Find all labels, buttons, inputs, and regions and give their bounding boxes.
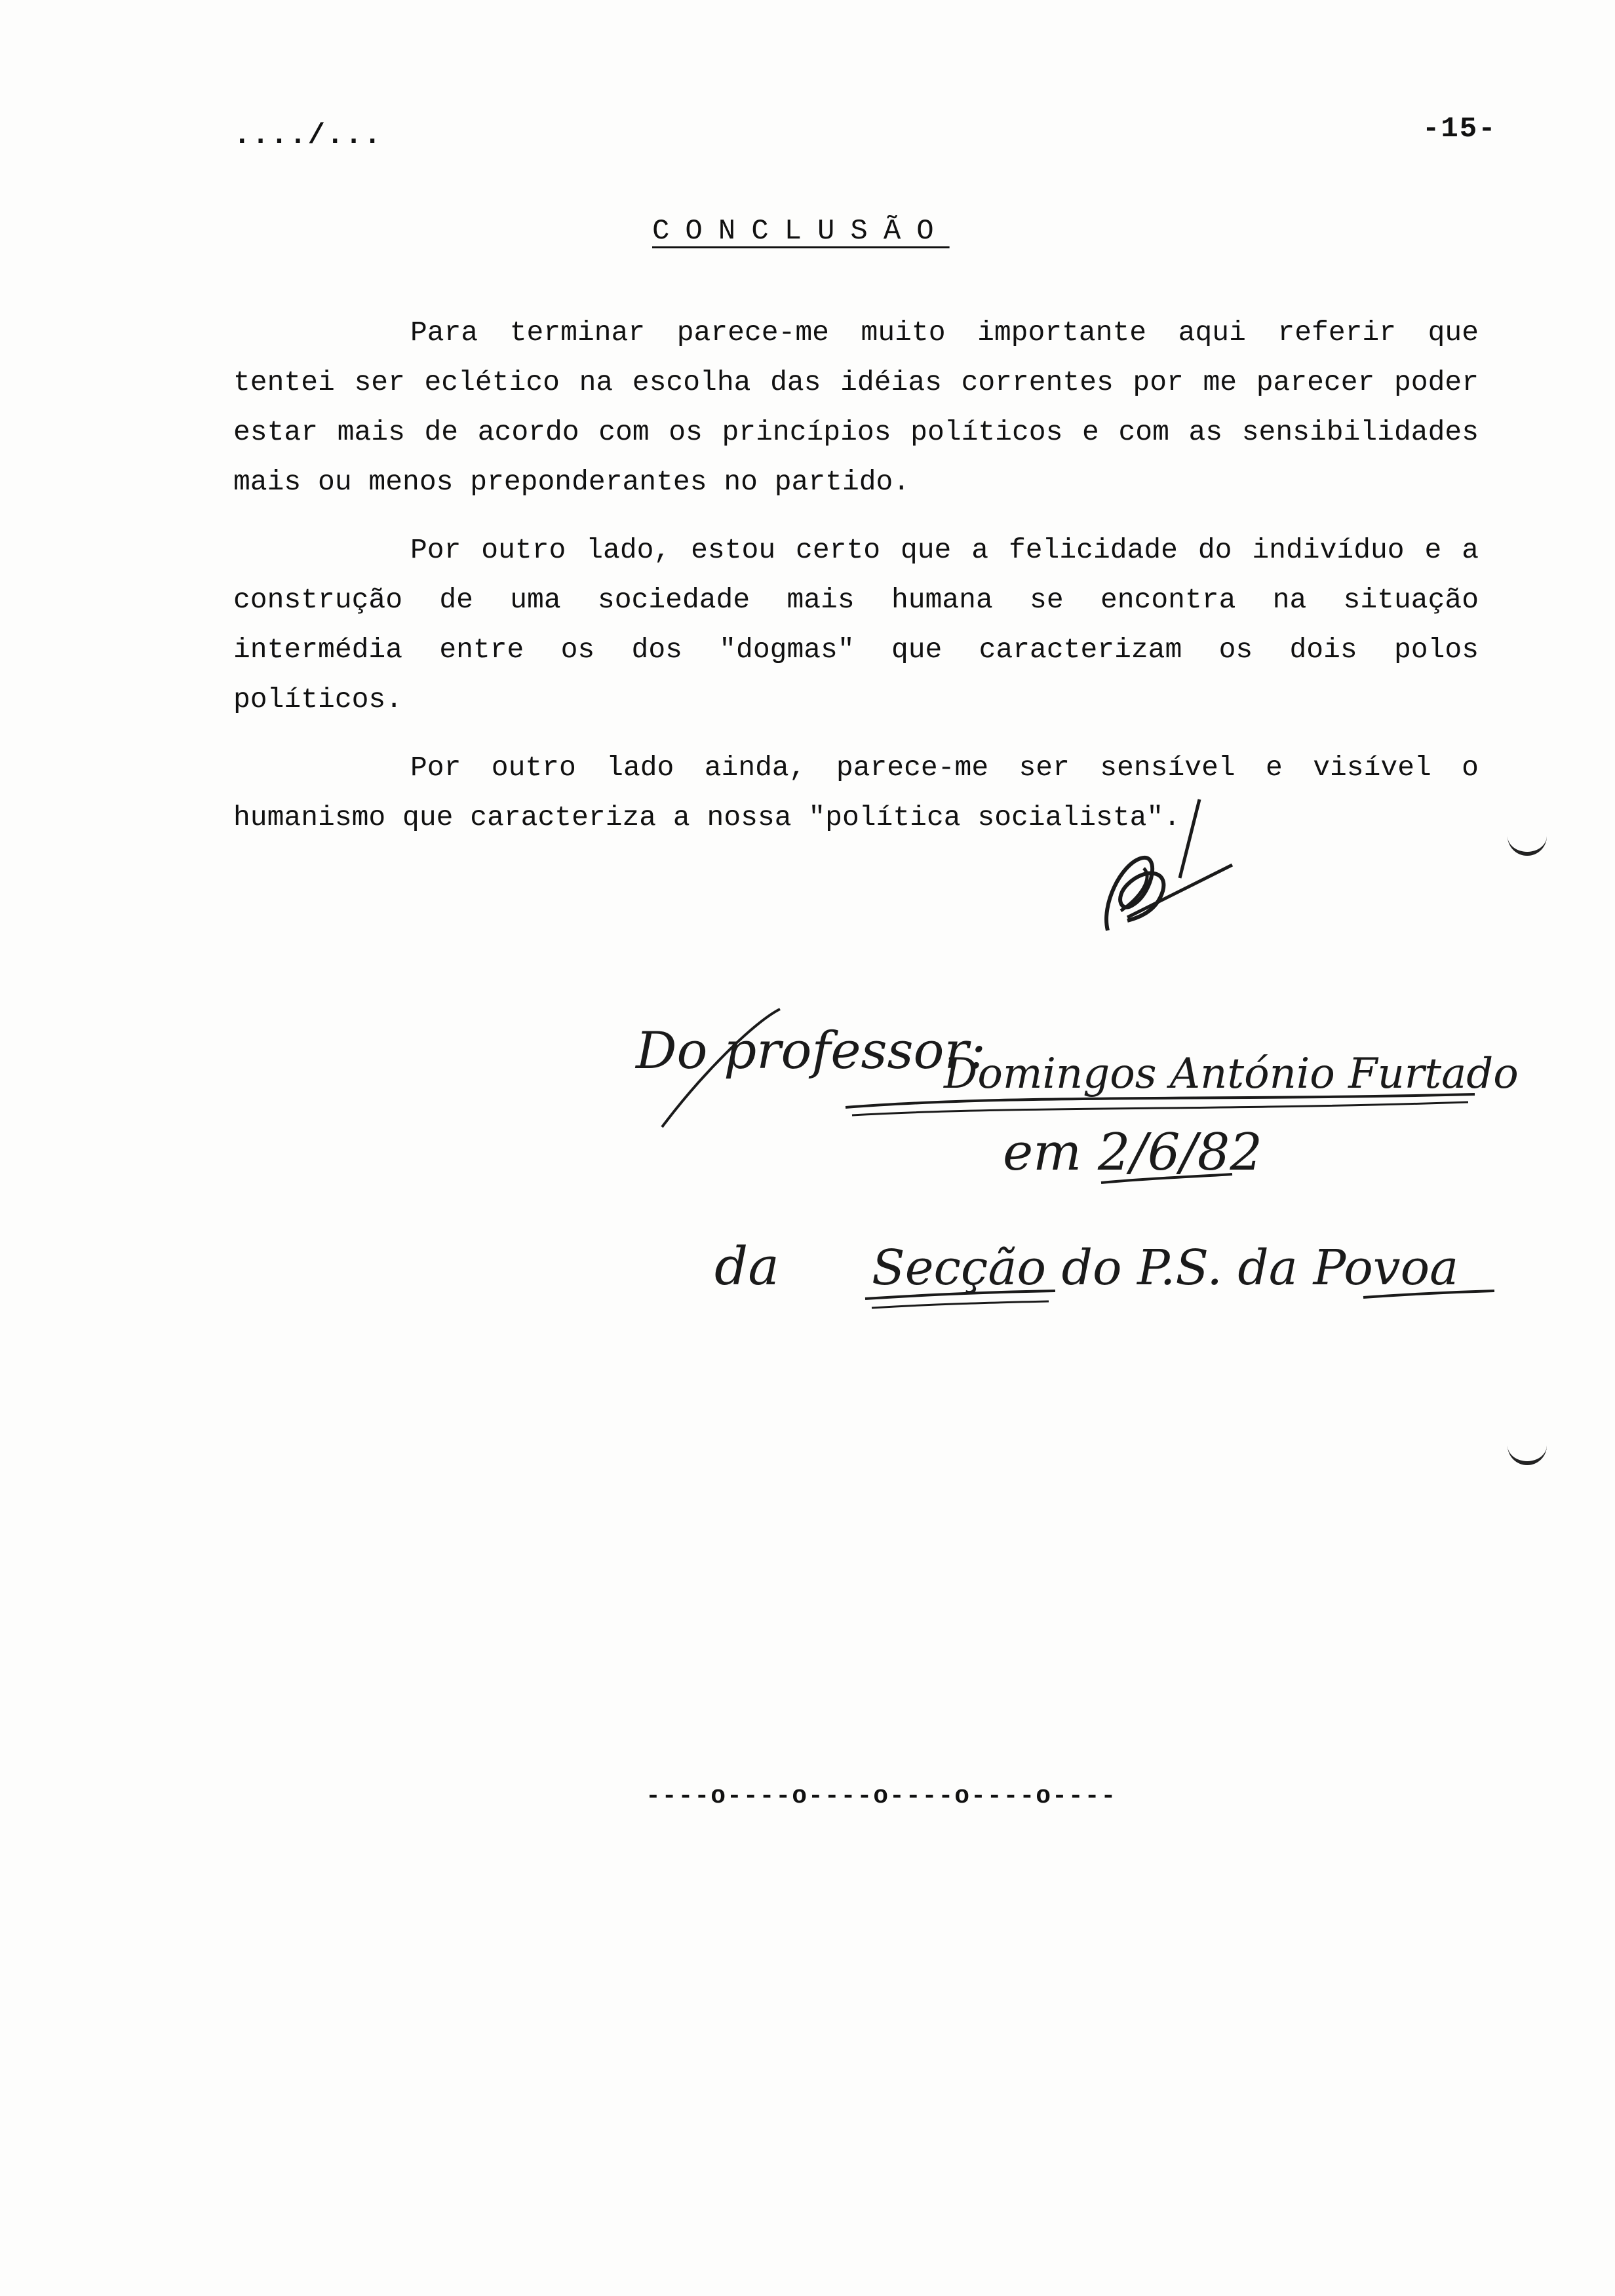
paragraph-2: Por outro lado, estou certo que a felicidade do indivíduo e a construção de uma sociedade mais humana se encontra na situação intermédia entre os dos "dogmas" que caracterizam os dois polos políticos.	[233, 534, 1479, 716]
continuation-mark: ..../...	[233, 119, 383, 152]
handwritten-line-1-name: Domingos António Furtado	[944, 1050, 1519, 1098]
punch-hole-mark-top	[1508, 813, 1547, 856]
signature-initials	[1081, 786, 1252, 957]
punch-hole-mark-bottom	[1508, 1422, 1547, 1465]
section-title: CONCLUSÃO	[652, 215, 950, 248]
end-separator: ----o----o----o----o----o----	[646, 1782, 1118, 1810]
handwritten-line-3-prefix: da	[714, 1236, 779, 1297]
paragraph-3: Por outro lado ainda, parece-me ser sensível e visível o humanismo que caracteriza a nossa "política socialista".	[233, 752, 1479, 833]
paragraph-1: Para terminar parece-me muito importante aqui referir que tentei ser eclético na escolha das idéias correntes por me parecer poder estar mais de acordo com os princípios políticos e com as sensibilidades mais ou menos preponderantes no partido.	[233, 316, 1479, 498]
page-number: -15-	[1422, 113, 1497, 145]
handwritten-attribution	[623, 996, 1540, 1337]
body-text	[233, 308, 1479, 861]
handwritten-line-1-prefix: Do professor:	[636, 1022, 986, 1081]
handwritten-line-3-rest: Secção do P.S. da Povoa	[872, 1240, 1459, 1296]
handwritten-line-2: em 2/6/82	[1003, 1123, 1262, 1182]
